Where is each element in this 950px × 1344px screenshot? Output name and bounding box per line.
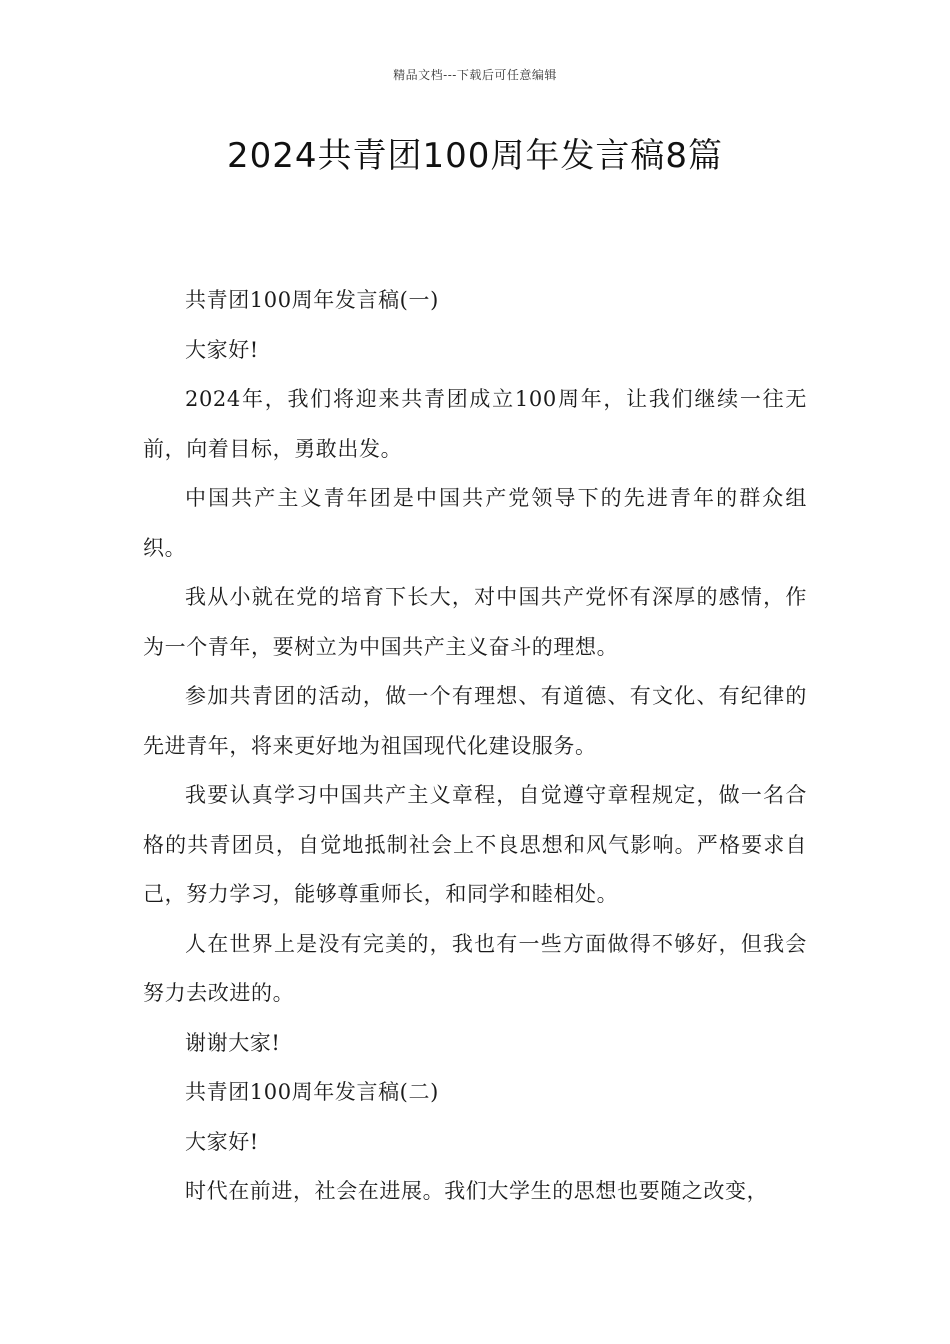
section-heading-1: 共青团100周年发言稿(一)	[185, 288, 439, 312]
greeting-paragraph: 大家好!	[185, 337, 259, 362]
body-paragraph: 中国共产主义青年团是中国共产党领导下的先进青年的群众组织。	[143, 486, 807, 560]
document-body	[143, 276, 807, 1217]
body-paragraph: 我要认真学习中国共产主义章程，自觉遵守章程规定，做一名合格的共青团员，自觉地抵制社会上不良思想和风气影响。严格要求自己，努力学习，能够尊重师长，和同学和睦相处。	[143, 783, 807, 906]
section-heading-2: 共青团100周年发言稿(二)	[185, 1080, 439, 1104]
body-paragraph: 时代在前进，社会在进展。我们大学生的思想也要随之改变，	[185, 1179, 769, 1203]
body-paragraph: 人在世界上是没有完美的，我也有一些方面做得不够好，但我会努力去改进的。	[143, 931, 807, 1005]
body-paragraph: 参加共青团的活动，做一个有理想、有道德、有文化、有纪律的先进青年，将来更好地为祖国现代化建设服务。	[143, 684, 807, 758]
greeting-paragraph: 大家好!	[185, 1129, 259, 1154]
header-note: 精品文档---下载后可任意编辑	[393, 68, 557, 82]
document-title: 2024共青团100周年发言稿8篇	[226, 136, 724, 176]
closing-paragraph: 谢谢大家!	[185, 1030, 281, 1055]
body-paragraph: 我从小就在党的培育下长大，对中国共产党怀有深厚的感情，作为一个青年，要树立为中国共产主义奋斗的理想。	[143, 585, 807, 659]
body-paragraph: 2024年，我们将迎来共青团成立100周年，让我们继续一往无前，向着目标，勇敢出发。	[143, 387, 807, 461]
